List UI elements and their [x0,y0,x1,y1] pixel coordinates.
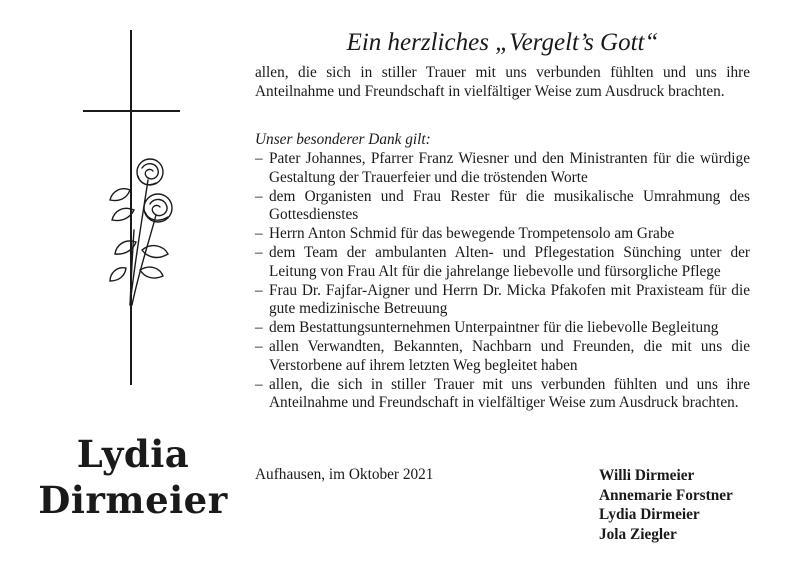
list-item: – dem Bestattungsunternehmen Unterpaintner für die liebevolle Begleitung [255,319,719,337]
list-marker: – [255,319,263,337]
deceased-last-name: Dirmeier [38,478,228,522]
list-item: – dem Team der ambulanten Alten- und Pflegestation Sünching unter der Leitung von Frau Alt für die jahrelange liebevolle und fürsorgliche Pflege [255,243,750,280]
list-item: – Pater Johannes, Pfarrer Franz Wiesner und den Ministranten für die würdige Gestaltung der Trauerfeier und die tröstenden Worte [255,150,750,186]
signers-list [599,466,733,544]
list-item: – Frau Dr. Fajfar-Aigner und Herrn Dr. Micka Pfakofen mit Praxisteam für die gute medizinische Betreuung [255,281,750,318]
list-marker: – [255,375,263,393]
list-item: – Herrn Anton Schmid für das bewegende Trompetensolo am Grabe [255,225,675,243]
list-item: – dem Organisten und Frau Rester für die musikalische Umrahmung des Gottesdienstes [255,187,750,224]
page-title: Ein herzliches „Vergelt’s Gott“ [346,29,659,56]
intro-paragraph: allen, die sich in stiller Trauer mit uns verbunden fühlten und uns ihre Anteilnahme und Freundschaft in vielfältiger Weise zum Ausdruck brachten. [255,64,750,100]
list-marker: – [255,337,263,355]
signer-name: Annemarie Forstner [599,486,733,504]
deceased-first-name: Lydia [76,432,190,476]
signer-name: Jola Ziegler [599,525,677,543]
list-marker: – [255,150,263,167]
roses-icon [90,150,180,310]
signer-name: Willi Dirmeier [599,467,695,484]
list-item: – allen Verwandten, Bekannten, Nachbarn und Freunden, die mit uns die Verstorbene auf ihrem letzten Weg begleitet haben [255,337,750,374]
list-marker: – [255,225,263,243]
cross-bar [83,110,180,112]
list-marker: – [255,281,263,299]
list-item: – allen, die sich in stiller Trauer mit uns verbunden fühlten und uns ihre Anteilnahme und Freundschaft in vielfältiger Weise zum Ausdruck brachten. [255,375,750,412]
place-date: Aufhausen, im Oktober 2021 [255,466,434,483]
list-marker: – [255,243,263,261]
thanks-list [255,150,750,413]
signer-name: Lydia Dirmeier [599,506,700,523]
list-marker: – [255,187,263,205]
thanks-heading: Unser besonderer Dank gilt: [255,131,431,148]
